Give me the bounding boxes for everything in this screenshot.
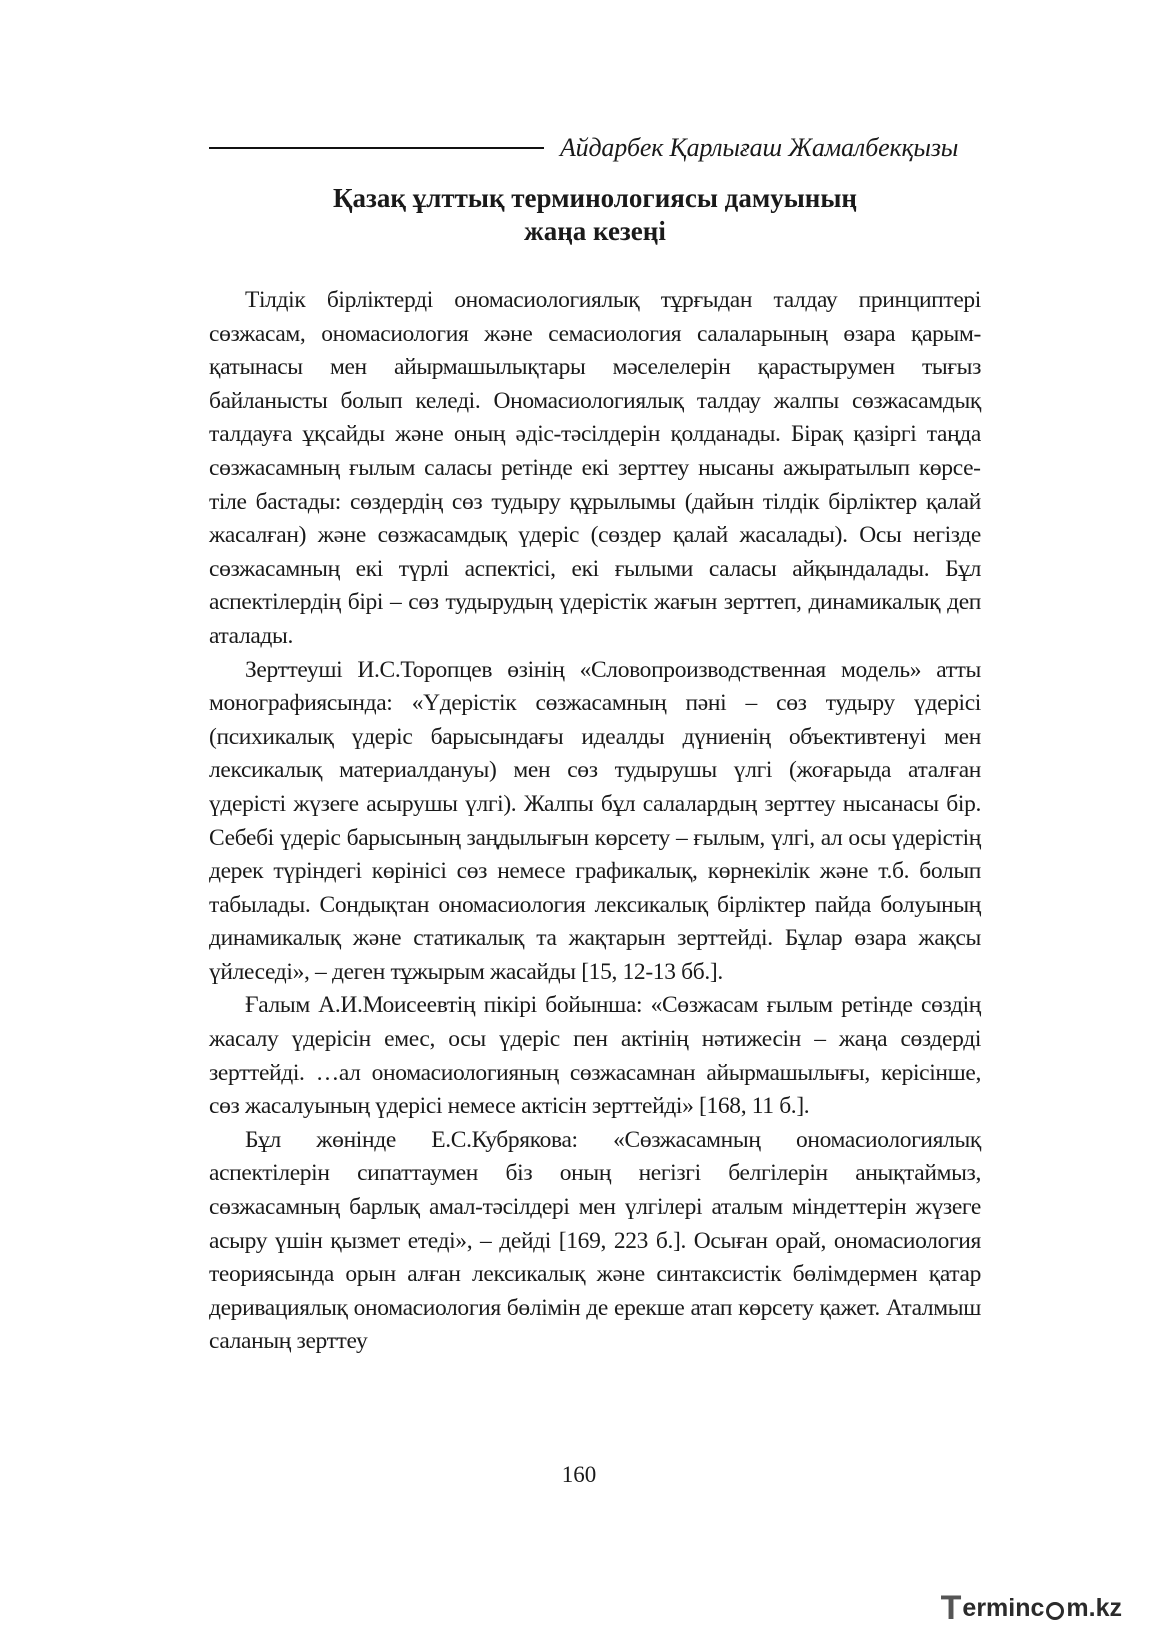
article-title-line-1: Қазақ ұлттық терминологиясы дамуының bbox=[332, 183, 857, 213]
watermark-logo: T erminc m.kz bbox=[940, 1589, 1122, 1627]
watermark-t-glyph: T bbox=[940, 1589, 962, 1627]
header-author: Айдарбек Қарлығаш Жамалбекқызы bbox=[560, 133, 959, 162]
page-number: 160 bbox=[561, 1462, 597, 1487]
article-title-line-2: жаңа кезеңі bbox=[524, 216, 666, 246]
paragraph-3: Ғалым А.И.Моисеевтің пікірі бойынша: «Сөзжасам ғылым ретінде сөздің жасалу үдерісін емес, осы үдеріс пен актінің нәтижесін – жаңа сөздерді зерттейді. …ал ономасиологияның сөзжасамнан айырмашылығы, керісінше, сөз жасалуының үдерісі немесе актісін зерттейді» [168, 11 б.]. bbox=[209, 992, 981, 1120]
header-rule bbox=[209, 147, 544, 149]
article-title bbox=[209, 182, 981, 248]
paragraph-1: Тілдік бірліктерді ономасиологиялық тұрғыдан талдау принциптері сөзжасам, ономасиология және семасиология салаларының өзара қарым-қатынасы мен айырмашылықтары мәселелерін қарастырумен тығыз байланысты болып келеді. Ономасиологиялық талдау жалпы сөзжасамдық талдауға ұқсайды және оның әдіс-тәсілдерін қолданады. Бірақ қазіргі таңда сөзжасамның ғылым саласы ретінде екі зерттеу нысаны ажыратылып көрсетіле бастады: сөздердің сөз тудыру құрылымы (дайын тілдік бірліктер қалай жасалған) және сөзжасамдық үдеріс (сөздер қалай жасалады). Осы негізде сөзжасамның екі түрлі аспектісі, екі ғылыми саласы айқындалады. Бұл аспектілердің бірі – сөз тудырудың үдерістік жағын зерттеп, динамикалық деп аталады. bbox=[209, 287, 981, 649]
watermark-o-ring-icon bbox=[1046, 1602, 1064, 1620]
paragraph-4: Бұл жөнінде Е.С.Кубрякова: «Сөзжасамның ономасиологиялық аспектілерін сипаттаумен біз оның негізгі белгілерін анықтаймыз, сөзжасамның барлық амал-тәсілдері мен үлгілері аталым міндеттерін жүзеге асыру үшін қызмет етеді», – дейді [169, 223 б.]. Осыған орай, ономасиология теориясында орын алған лексикалық және синтаксистік бөлімдермен қатар деривациялық ономасиология бөлімін де ерекше атап көрсету қажет. Аталмыш саланың зерттеу bbox=[209, 1126, 981, 1355]
paragraph-2: Зерттеуші И.С.Торопцев өзінің «Словопроизводственная модель» атты монографиясында: «Үдерістік сөзжасамның пәні – сөз тудыру үдерісі (психикалық үдеріс барысындағы идеалды дүниенің объективтенуі мен лексикалық материалдануы) мен сөз тудырушы үлгі (жоғарыда аталған үдерісті жүзеге асырушы үлгі). Жалпы бұл салалардың зерттеу нысанасы бір. Себебі үдеріс барысының заңдылығын көрсету – ғылым, үлгі, ал осы үдерістің дерек түріндегі көрінісі сөз немесе графикалық, көрнекілік және т.б. болып табылады. Сондықтан ономасиология лексикалық бірліктер пайда болуының динамикалық және статикалық та жақтарын зерттейді. Бұлар өзара жақсы үйлеседі», – деген тұжырым жасайды [15, 12-13 бб.]. bbox=[209, 656, 981, 985]
page-content bbox=[209, 128, 981, 1359]
running-header bbox=[209, 128, 981, 168]
body-text bbox=[209, 284, 981, 1359]
